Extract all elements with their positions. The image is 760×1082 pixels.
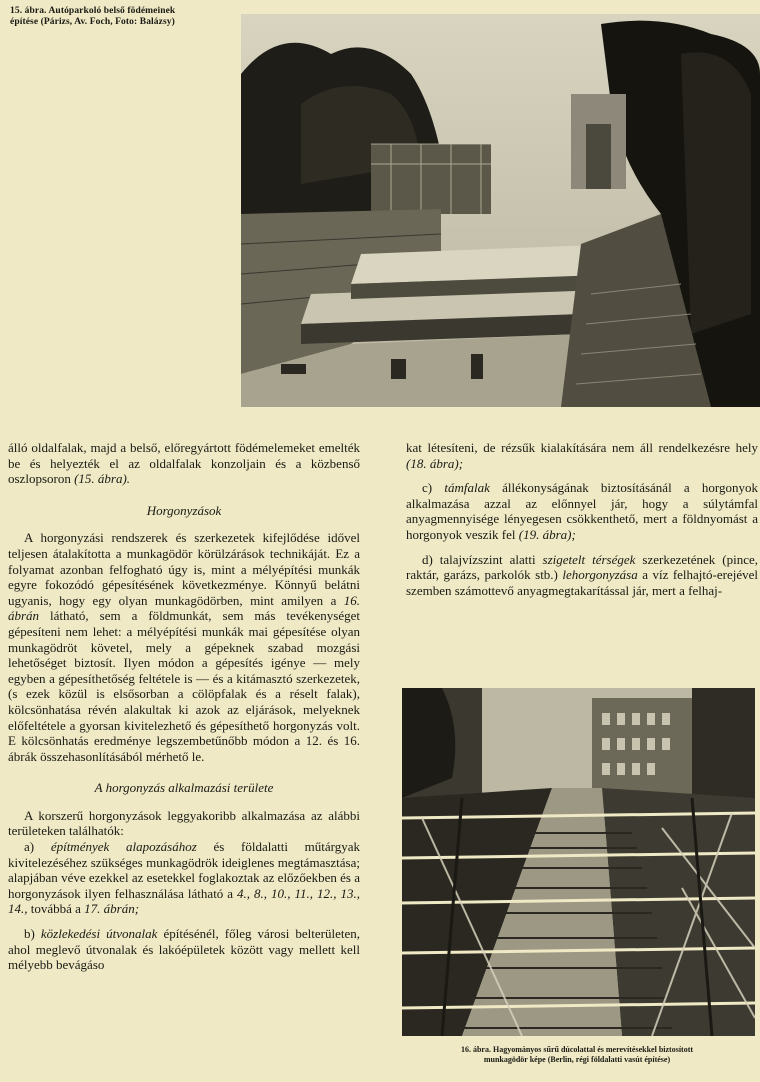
figure-15-caption-line1: 15. ábra. Autóparkoló belső födémeinek — [10, 6, 176, 16]
list-item-c-emphasis: támfalak — [444, 480, 490, 496]
intro-text: álló oldalfalak, majd a belső, előregyártott födémelemeket emelték be és helyezték el az oldalfalak konzoljain és a közbenső oszlopsoron — [8, 440, 360, 487]
continuation-text: kat létesíteni, de rézsűk kialakítására nem áll rendelkezésre hely — [406, 440, 758, 455]
section-heading-horgonyzasok: Horgonyzások — [146, 502, 222, 518]
paragraph-mechanization — [8, 530, 360, 764]
list-item-c-marker: c) — [422, 480, 433, 496]
list-item-c — [406, 480, 758, 542]
list-item-b — [8, 926, 360, 973]
paragraph-application-intro: A korszerű horgonyzások leggyakoribb alkalmazása az alábbi területeken találhatók: — [8, 807, 360, 839]
left-text-column — [8, 440, 360, 973]
list-item-a-figure-references: 4., 8., 10., 11., 12., 13., 14., — [8, 885, 360, 917]
continuation-paragraph — [406, 440, 758, 471]
list-item-d — [406, 552, 758, 599]
figure-16-caption-line2: munkagödör képe (Berlin, régi földalatti vasút építése) — [483, 1055, 671, 1064]
list-item-a-text: és földalatti műtárgyak kivitelezéséhez szükséges munkagödrök ideiglenes megtámasztása; alapjában véve ezekkel az esetekkel foglakoztak az előzőekben és a horgonyzások ilyen felhasználása látható a — [8, 839, 360, 901]
continuation-figure-reference: (18. ábra); — [406, 455, 464, 471]
figure-16-photo — [402, 688, 755, 1036]
right-text-column — [406, 440, 758, 598]
list-item-a-figure-reference-17: 17. ábrán; — [84, 901, 140, 917]
section-heading-application-areas: A horgonyzás alkalmazási területe — [94, 780, 274, 796]
list-item-a-connector: továbbá a — [30, 901, 81, 917]
paragraph-mechanization-part1: A horgonyzási rendszerek és szerkezetek kifejlődése idővel teljesen átalakította a munkagödör körülzárások technikáját. Ez a folyamat azonban felfogható úgy is, mint a mélyépítési munkák egyre fokozódó gépesítésének következménye. Könnyű belátni ugyanis, hogy egy olyan munkagödörben, mint amilyen a — [8, 530, 360, 608]
list-item-a — [8, 839, 360, 917]
construction-site-photo-image — [241, 14, 760, 407]
figure-15-caption — [10, 6, 235, 28]
list-item-d-marker: d) talajvízszint alatti — [422, 551, 536, 567]
figure-16-caption — [396, 1045, 758, 1065]
list-item-a-marker: a) — [24, 839, 35, 855]
list-item-d-emphasis: szigetelt térségek — [542, 551, 636, 567]
list-item-b-emphasis: közlekedési útvonalak — [40, 926, 158, 942]
list-item-d-emphasis2: lehorgonyzása — [562, 567, 638, 583]
list-item-d-text2: a víz felhajtó-erejével szemben számottevő anyagmegtakarítással jár, mert a felhaj- — [406, 567, 758, 598]
paragraph-mechanization-figure-reference: 16. ábrán — [8, 592, 360, 624]
braced-trench-photo-image — [402, 688, 755, 1036]
list-item-b-marker: b) — [24, 926, 35, 942]
paragraph-mechanization-part2: látható, sem a földmunkát, sem más tevékenységet gépesíteni nem lehet: a mélyépítési munkák mai gépesítése olyan munkagödröt követel, mely a gépeknek szabad mozgási lehetőséget biztosít. Ilyen módon a gépesítés igénye — mely egyben a gépesíthetőség feltétele is — és a kitámasztó szerkezetek, (s ezek közül is elsősorban a cölöpfalak és a réselt falak), kölcsönhatása révén alakultak ki azok az eljárások, melyeknek előfeltétele a gyorsan kivitelezhető és gépesíthető horgonyzás volt. E kölcsönhatás eredménye legszembetűnőbb módon a 12. és 16. ábrák összehasonlításából mérhető le. — [8, 608, 360, 764]
list-item-a-emphasis: építmények alapozásához — [50, 839, 197, 855]
list-item-b-text: építésénél, főleg városi belterületen, ahol meglevő útvonalak és lakóépületek között vagy mellett kell mélyebb bevágáso — [8, 926, 360, 973]
intro-paragraph — [8, 440, 360, 487]
figure-16-caption-line1: 16. ábra. Hagyományos sűrű dúcolattal és merevítésekkel biztosított — [460, 1045, 694, 1054]
figure-15-photo — [241, 14, 760, 407]
list-item-d-text1: szerkezetének (pince, raktár, garázs, parkolók stb.) — [406, 551, 758, 583]
intro-figure-reference: (15. ábra). — [74, 471, 131, 487]
figure-15-caption-line2: építése (Párizs, Av. Foch, Foto: Balázsy) — [10, 17, 175, 27]
list-item-c-text: állékonyságának biztosításánál a horgonyok alkalmazása azzal az előnnyel jár, hogy a súlytámfal anyagmennyisége lényegesen csökkenthető, mert a földnyomást a horgonyok veszik fel — [406, 480, 759, 542]
list-item-c-figure-reference: (19. ábra); — [518, 526, 576, 542]
